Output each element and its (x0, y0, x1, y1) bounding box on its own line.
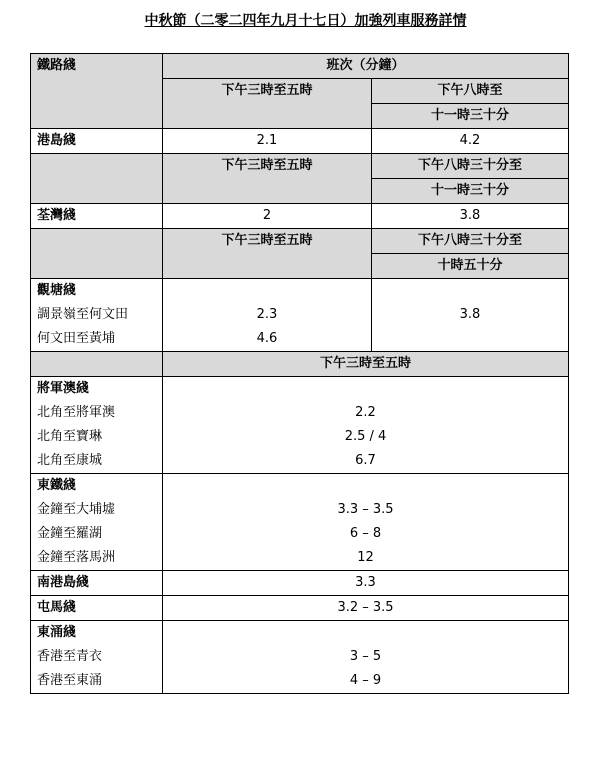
interval-value: 2.3 (256, 307, 278, 322)
interval-value: 3.2 – 3.5 (163, 596, 569, 621)
line-block (31, 474, 163, 571)
interval-value: 3.3 – 3.5 (337, 502, 394, 517)
interval-value: 2.2 (355, 405, 376, 420)
line-block (31, 377, 163, 474)
interval-value: 6 – 8 (349, 526, 382, 541)
section-label: 北角至康城 (37, 453, 103, 468)
empty-cell (31, 352, 163, 377)
table-row (31, 377, 569, 474)
section-label: 金鐘至落馬洲 (37, 550, 116, 565)
section-label: 調景嶺至何文田 (37, 307, 129, 322)
time-b-header-2: 十一時三十分 (372, 104, 569, 129)
interval-block (163, 377, 569, 474)
time-b-header-1: 下午八時三十分至 (372, 229, 569, 254)
interval-value: 3.8 (372, 204, 569, 229)
line-name: 觀塘綫 (37, 283, 77, 298)
table-row (31, 571, 569, 596)
table-row (31, 621, 569, 694)
service-table (30, 53, 569, 694)
interval-value: 6.7 (355, 453, 376, 468)
section-label: 金鐘至大埔墟 (37, 502, 116, 517)
time-a-header: 下午三時至五時 (163, 79, 372, 129)
interval-value: 2.1 (163, 129, 372, 154)
table-row (31, 129, 569, 154)
line-block (31, 621, 163, 694)
page-title: 中秋節（二零二四年九月十七日）加強列車服務詳情 (144, 13, 467, 29)
interval-block (163, 474, 569, 571)
line-name: 東涌綫 (37, 625, 77, 640)
sub-header-row (31, 154, 569, 179)
line-block (31, 279, 163, 352)
line-name: 將軍澳綫 (37, 381, 90, 396)
interval-value: 2.5 / 4 (344, 429, 387, 444)
time-b-header-1: 下午八時至 (372, 79, 569, 104)
interval-block (163, 621, 569, 694)
table-row (31, 204, 569, 229)
sub-header-row (31, 229, 569, 254)
interval-value: 4 – 9 (349, 673, 382, 688)
table-row (31, 279, 569, 352)
interval-value: 4.2 (372, 129, 569, 154)
interval-col-header: 班次（分鐘） (163, 54, 569, 79)
empty-cell (31, 154, 163, 204)
section-label: 北角至寶琳 (37, 429, 103, 444)
sub-header-row (31, 352, 569, 377)
interval-value: 4.6 (256, 331, 278, 346)
time-b-header-2: 十一時三十分 (372, 179, 569, 204)
section-label: 北角至將軍澳 (37, 405, 116, 420)
line-name: 荃灣綫 (31, 204, 163, 229)
section-label: 香港至青衣 (37, 649, 103, 664)
interval-block (163, 279, 372, 352)
line-name: 東鐵綫 (37, 478, 77, 493)
line-col-header: 鐵路綫 (31, 54, 163, 129)
empty-cell (31, 229, 163, 279)
interval-value: 3.8 (372, 279, 569, 352)
time-b-header-2: 十時五十分 (372, 254, 569, 279)
header-row (31, 54, 569, 79)
interval-value: 12 (357, 550, 374, 565)
table-row (31, 596, 569, 621)
line-name: 南港島綫 (31, 571, 163, 596)
time-a-header: 下午三時至五時 (163, 352, 569, 377)
line-name: 港島綫 (31, 129, 163, 154)
time-a-header: 下午三時至五時 (163, 154, 372, 204)
line-name: 屯馬綫 (31, 596, 163, 621)
section-label: 金鐘至羅湖 (37, 526, 103, 541)
interval-value: 3 – 5 (349, 649, 382, 664)
section-label: 何文田至黃埔 (37, 331, 116, 346)
time-b-header-1: 下午八時三十分至 (372, 154, 569, 179)
table-row (31, 474, 569, 571)
section-label: 香港至東涌 (37, 673, 103, 688)
interval-value: 3.3 (163, 571, 569, 596)
interval-value: 2 (163, 204, 372, 229)
time-a-header: 下午三時至五時 (163, 229, 372, 279)
